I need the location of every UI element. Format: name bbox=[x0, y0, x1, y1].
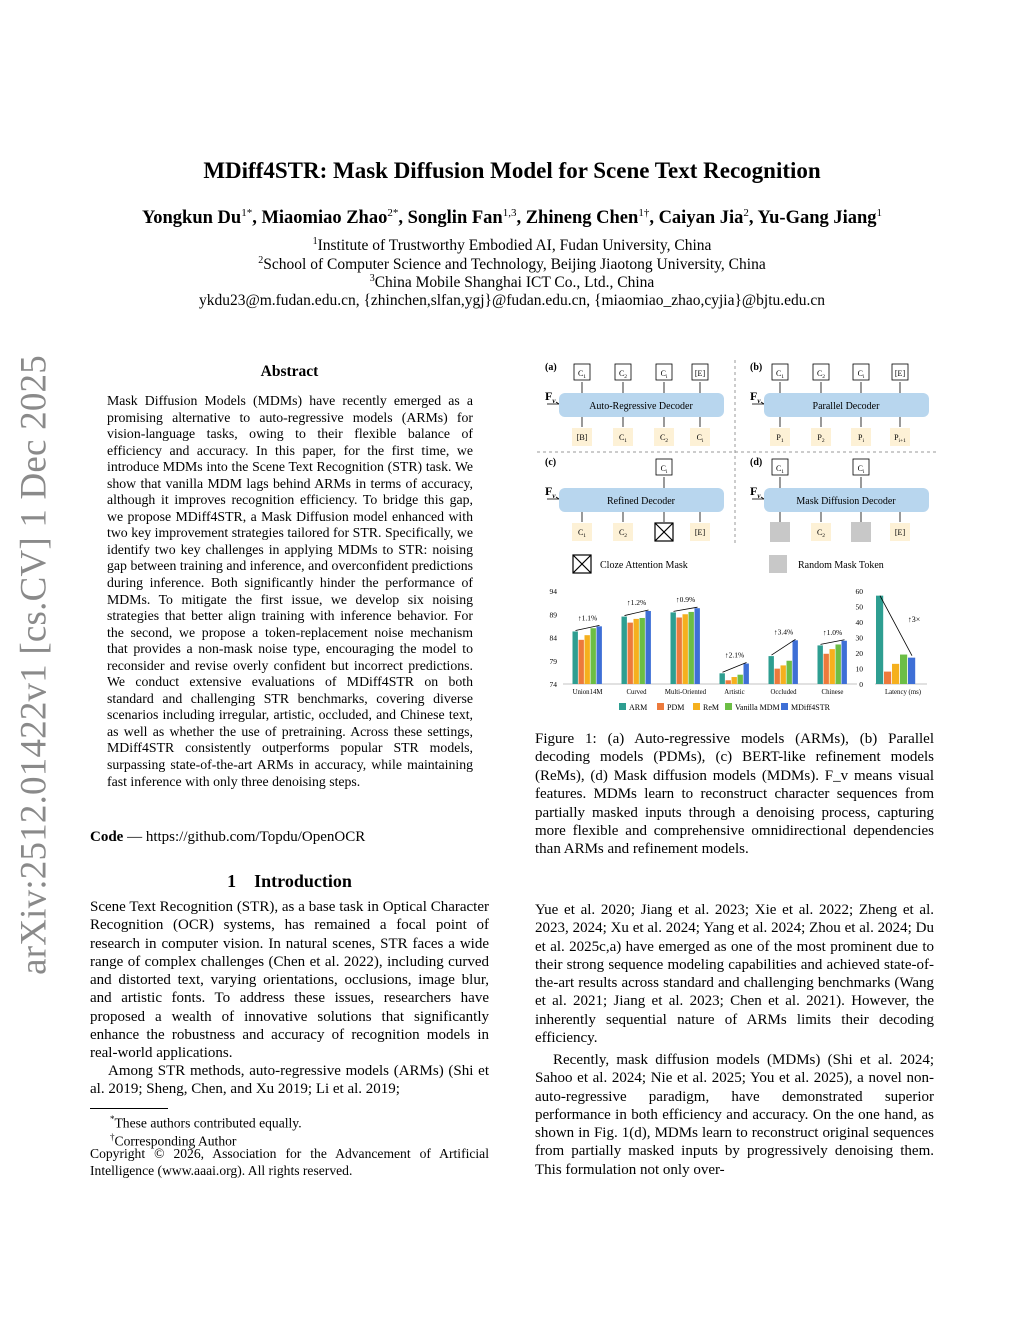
latency-y-tick: 20 bbox=[855, 649, 863, 658]
figure-caption: Figure 1: (a) Auto-regressive models (ARMs), (b) Parallel decoding models (PDMs), (c) BERT-like refinement models (ReMs), (d) Mask diffusion models (MDMs). F_v means visual features. MDMs learn to reconstruct character sequences from partially masked inputs through a denoising process, capturing more flexible and comprehensive omnidirectional dependencies than ARMs and refinement models. bbox=[535, 731, 934, 858]
fv-label: $F_v$ bbox=[750, 484, 761, 500]
affiliation: $^2$School of Computer Science and Technology, Beijing Jiaotong University, China bbox=[258, 255, 766, 274]
input-token-label: $P_2$ bbox=[817, 433, 825, 444]
legend-label: ARM bbox=[629, 703, 648, 712]
legend-swatch bbox=[725, 703, 732, 710]
x-tick-label: Multi-Oriented bbox=[664, 689, 707, 696]
bar-arm bbox=[671, 612, 676, 684]
input-token-label: $P_i$ bbox=[858, 433, 864, 444]
panel-label: (a) bbox=[545, 362, 557, 373]
latency-bar-chart bbox=[856, 587, 928, 696]
panel-c bbox=[545, 457, 724, 541]
decoder-label: Auto-Regressive Decoder bbox=[589, 401, 693, 412]
panel-d bbox=[750, 457, 929, 542]
bar-vanilla-mdm bbox=[787, 661, 792, 684]
output-token-label: $C_2$ bbox=[618, 369, 628, 380]
output-token-label: $C_i$ bbox=[660, 464, 668, 475]
legend-swatch bbox=[781, 703, 788, 710]
fv-label: $F_v$ bbox=[545, 484, 556, 500]
legend-label: ReM bbox=[703, 703, 719, 712]
latency-y-tick: 60 bbox=[855, 587, 863, 596]
output-token-label: $C_i$ bbox=[857, 369, 865, 380]
bar-mdiff4str bbox=[597, 626, 602, 684]
panel-label: (c) bbox=[545, 457, 557, 468]
gain-annotation: ↑3.4% bbox=[773, 627, 794, 637]
gain-line bbox=[821, 640, 845, 645]
bar-vanilla-mdm bbox=[836, 644, 841, 684]
input-token-label: $C_i$ bbox=[696, 433, 704, 444]
latency-y-tick: 10 bbox=[855, 664, 863, 674]
x-tick-label: Chinese bbox=[821, 689, 844, 696]
abstract-heading: Abstract bbox=[260, 363, 319, 380]
bar-mdiff4str bbox=[793, 640, 798, 684]
bar-pdm bbox=[824, 654, 829, 684]
code-link[interactable]: https://github.com/Topdu/OpenOCR bbox=[145, 829, 366, 845]
paper-title: MDiff4STR: Mask Diffusion Model for Scene Text Recognition bbox=[203, 158, 821, 183]
bar-mdiff4str bbox=[646, 611, 651, 684]
decoder-label: Parallel Decoder bbox=[812, 401, 880, 412]
latency-y-tick: 30 bbox=[855, 633, 863, 643]
author: Miaomiao Zhao$^{2*}$ bbox=[261, 207, 399, 229]
y-tick-label: 74 bbox=[549, 680, 557, 689]
bar-rem bbox=[732, 677, 737, 684]
input-token-label: $C_2$ bbox=[618, 528, 628, 539]
gain-line bbox=[772, 639, 796, 655]
panel-b bbox=[750, 362, 929, 446]
output-token-label: $C_2$ bbox=[816, 369, 826, 380]
x-tick-label: Curved bbox=[626, 689, 647, 696]
speedup-annotation: ↑3× bbox=[907, 615, 921, 624]
code-line: Code — https://github.com/Topdu/OpenOCR bbox=[90, 829, 366, 845]
panel-label: (b) bbox=[750, 362, 763, 373]
bar-rem bbox=[830, 649, 835, 684]
latency-y-tick: 40 bbox=[855, 618, 863, 627]
latency-bar-rem bbox=[892, 664, 899, 684]
x-tick-label: Union14M bbox=[572, 689, 603, 696]
random-mask-token bbox=[851, 522, 871, 542]
latency-bar-arm bbox=[876, 596, 883, 684]
intro-paragraph-2: Among STR methods, auto-regressive models (ARMs) (Shi et al. 2019; Sheng, Chen, and Xu 2019; Li et al. 2019; bbox=[90, 1063, 489, 1098]
intro-paragraph-1: Scene Text Recognition (STR), as a base task in Optical Character Recognition (OCR) systems, has remained a focal point of research in computer vision. In natural scenes, STR faces a wide range of complex challenges (Chen et al. 2022), including curved and distorted text, varying orientations, occlusions, image blur, and artistic fonts. To address these issues, researchers have proposed a wealth of innovative solutions that significantly enhance the robustness and accuracy of recognition models in real-world applications. bbox=[90, 899, 489, 1062]
bar-pdm bbox=[726, 680, 731, 684]
bar-arm bbox=[573, 631, 578, 684]
legend-label: PDM bbox=[667, 703, 685, 712]
output-token-label: $C_i$ bbox=[857, 464, 865, 475]
legend-swatch bbox=[657, 703, 664, 710]
legend-cloze-label: Cloze Attention Mask bbox=[600, 560, 688, 571]
abstract-text: Mask Diffusion Models (MDMs) have recently emerged as a promising alternative to auto-regressive models (ARMs) for vision-language tasks, owing to their flexible balance of efficiency and accuracy. In this paper, for the first time, we introduce MDMs into the Scene Text Recognition (STR) task. We show that vanilla MDM lags behind ARMs in terms of accuracy, although it improves recognition efficiency. To bridge this gap, we propose MDiff4STR, a Mask Diffusion model enhanced with two key improvement strategies tailored for STR. Specifically, we identify two key challenges in applying MDMs to STR: noising gap between training and inference, and overconfident predictions during inference. Both significantly hinder the performance of MDMs. To mitigate the first issue, we develop six noising strategies that better align training with inference behavior. For the second, we propose a token-replacement noise mechanism that provides a non-mask noise type, encouraging the model to reconsider and revise overly confident but incorrect predictions. We conduct extensive evaluations of MDiff4STR on both standard and challenging STR benchmarks, covering diverse scenarios including irregular, artistic, occluded, and Chinese text, as well as whether the use of pretraining. Across these settings, MDiff4STR consistently outperforms popular STR models, surpassing state-of-the-art ARMs in accuracy, while maintaining fast inference with only three denoising steps. bbox=[107, 393, 473, 789]
bar-mdiff4str bbox=[744, 664, 749, 684]
latency-y-tick: 0 bbox=[859, 680, 863, 689]
footnote: *These authors contributed equally. bbox=[110, 1114, 302, 1131]
y-tick-label: 84 bbox=[549, 633, 557, 643]
gain-annotation: ↑0.9% bbox=[675, 595, 696, 605]
decoder-label: Refined Decoder bbox=[606, 496, 676, 507]
random-mask-token bbox=[770, 522, 790, 542]
bar-rem bbox=[634, 619, 639, 684]
bar-mdiff4str bbox=[842, 641, 847, 684]
speedup-line bbox=[880, 596, 912, 656]
author: Yu-Gang Jiang$^1$ bbox=[757, 207, 883, 229]
author: Yongkun $Du^{1*}$ bbox=[141, 207, 253, 229]
latency-bar-mdiff4str bbox=[908, 658, 915, 684]
arxiv-id-text: arXiv:2512.01422v1 [cs.CV] 1 Dec 2025 bbox=[13, 355, 55, 975]
x-tick-label: Occluded bbox=[770, 689, 797, 696]
gain-annotation: ↑2.1% bbox=[724, 650, 745, 660]
section-heading: 1 Introduction bbox=[227, 871, 352, 891]
bar-rem bbox=[683, 614, 688, 684]
author-list: Yongkun $Du^{1*}$, Miaomiao Zhao$^{2*}$, Songlin Fan$^{1,3}$, Zhineng Chen$^{1\dagger}$, Caiyan Jia$^2$, Yu-Gang Jiang$^1$ bbox=[141, 207, 883, 229]
decoder-label: Mask Diffusion Decoder bbox=[796, 496, 896, 507]
gain-annotation: ↑1.2% bbox=[626, 597, 647, 607]
legend-label: MDiff4STR bbox=[791, 703, 830, 712]
legend-swatch bbox=[693, 703, 700, 710]
input-token-label: $P_1$ bbox=[776, 433, 784, 444]
output-token-label: $C_1$ bbox=[577, 369, 587, 380]
footnote: †Corresponding Author bbox=[110, 1132, 237, 1149]
output-token-label: $C_i$ bbox=[660, 369, 668, 380]
bar-pdm bbox=[677, 618, 682, 684]
latency-bar-pdm bbox=[884, 672, 891, 684]
bar-arm bbox=[622, 617, 627, 684]
author-emails: ykdu23@m.fudan.edu.cn, {zhinchen,slfan,ygj}@fudan.edu.cn, {miaomiao_zhao,cyjia}@bjtu.edu.cn bbox=[198, 292, 826, 309]
panel-a bbox=[545, 362, 724, 446]
author: Caiyan Jia$^2$ bbox=[658, 207, 749, 229]
bar-vanilla-mdm bbox=[640, 618, 645, 684]
gain-annotation: ↑1.0% bbox=[822, 627, 843, 637]
input-token-label: [B] bbox=[576, 433, 588, 442]
latency-bar-vanilla-mdm bbox=[900, 655, 907, 684]
fv-label: $F_v$ bbox=[750, 389, 761, 405]
bar-vanilla-mdm bbox=[738, 675, 743, 684]
y-tick-label: 94 bbox=[549, 587, 557, 596]
latency-y-tick: 50 bbox=[855, 602, 863, 612]
legend-swatch bbox=[619, 703, 626, 710]
input-token-label: $C_2$ bbox=[816, 528, 826, 539]
bar-pdm bbox=[579, 640, 584, 684]
input-token-label: $P_{i+1}$ bbox=[894, 433, 906, 444]
accuracy-bar-chart bbox=[550, 587, 858, 696]
bar-arm bbox=[769, 656, 774, 684]
output-token-label: $C_1$ bbox=[775, 464, 785, 475]
arxiv-identifier bbox=[8, 355, 60, 975]
chart-legend bbox=[619, 703, 831, 712]
input-token-label: $C_1$ bbox=[577, 528, 587, 539]
bar-rem bbox=[781, 665, 786, 684]
intro-paragraph-3: Yue et al. 2020; Jiang et al. 2023; Xie et al. 2022; Zheng et al. 2023, 2024; Xu et al. 2024; Yang et al. 2024; Zhou et al. 2024; Du et al. 2025c,a) have emerged as one of the most prominent due to their strong sequence modeling capabilities and achieved state-of-the-art results across standard and challenging benchmarks (Wang et al. 2021; Jiang et al. 2023; Chen et al. 2021). However, the inherently sequential nature of ARMs limits their decoding efficiency. bbox=[535, 902, 934, 1047]
legend-label: Vanilla MDM bbox=[735, 703, 780, 712]
affiliation: $^3$China Mobile Shanghai ICT Co., Ltd., China bbox=[369, 273, 655, 292]
footnote-divider bbox=[90, 1108, 168, 1109]
input-token-label: $C_1$ bbox=[618, 433, 628, 444]
y-tick-label: 79 bbox=[549, 656, 557, 666]
output-token-label: [E] bbox=[894, 369, 906, 378]
intro-paragraph-4: Recently, mask diffusion models (MDMs) (Shi et al. 2024; Sahoo et al. 2024; Nie et al. 2025; You et al. 2025), a novel non-auto-regressive paradigm, have demonstrated superior performance in both efficiency and accuracy. On the one hand, as shown in Fig. 1(d), MDMs learn to reconstruct original sequences from partially masked inputs by progressively denoising them. This formulation not only over- bbox=[535, 1052, 934, 1178]
bar-pdm bbox=[775, 669, 780, 684]
gain-line bbox=[625, 610, 649, 616]
random-mask-icon bbox=[769, 555, 787, 573]
figure-1 bbox=[537, 355, 937, 720]
gain-line bbox=[674, 607, 698, 611]
affiliation: $^1$Institute of Trustworthy Embodied AI, Fudan University, China bbox=[312, 236, 712, 255]
output-token-label: $C_1$ bbox=[775, 369, 785, 380]
bar-vanilla-mdm bbox=[689, 612, 694, 684]
bar-pdm bbox=[628, 623, 633, 684]
bar-mdiff4str bbox=[695, 608, 700, 684]
copyright-notice: Copyright © 2026, Association for the Advancement of Artificial Intelligence (www.aaai.org). All rights reserved. bbox=[90, 1146, 489, 1178]
bar-vanilla-mdm bbox=[591, 628, 596, 684]
x-tick-label: Artistic bbox=[724, 689, 745, 696]
bar-arm bbox=[818, 645, 823, 684]
input-token-label: [E] bbox=[894, 528, 906, 537]
mask-legend bbox=[573, 555, 884, 573]
bar-arm bbox=[720, 673, 725, 684]
panel-label: (d) bbox=[750, 457, 763, 468]
input-token-label: [E] bbox=[694, 528, 706, 537]
input-token-label: $C_2$ bbox=[659, 433, 669, 444]
gain-line bbox=[576, 625, 600, 630]
gain-annotation: ↑1.1% bbox=[577, 613, 598, 623]
legend-random-label: Random Mask Token bbox=[798, 560, 884, 571]
fv-label: $F_v$ bbox=[545, 389, 556, 405]
author: Songlin Fan$^{1,3}$ bbox=[407, 207, 517, 229]
bar-rem bbox=[585, 635, 590, 684]
output-token-label: [E] bbox=[694, 369, 706, 378]
latency-x-label: Latency (ms) bbox=[884, 689, 922, 696]
author: Zhineng Chen$^{1\dagger}$ bbox=[525, 207, 650, 229]
gain-line bbox=[723, 663, 747, 673]
y-tick-label: 89 bbox=[549, 610, 557, 620]
